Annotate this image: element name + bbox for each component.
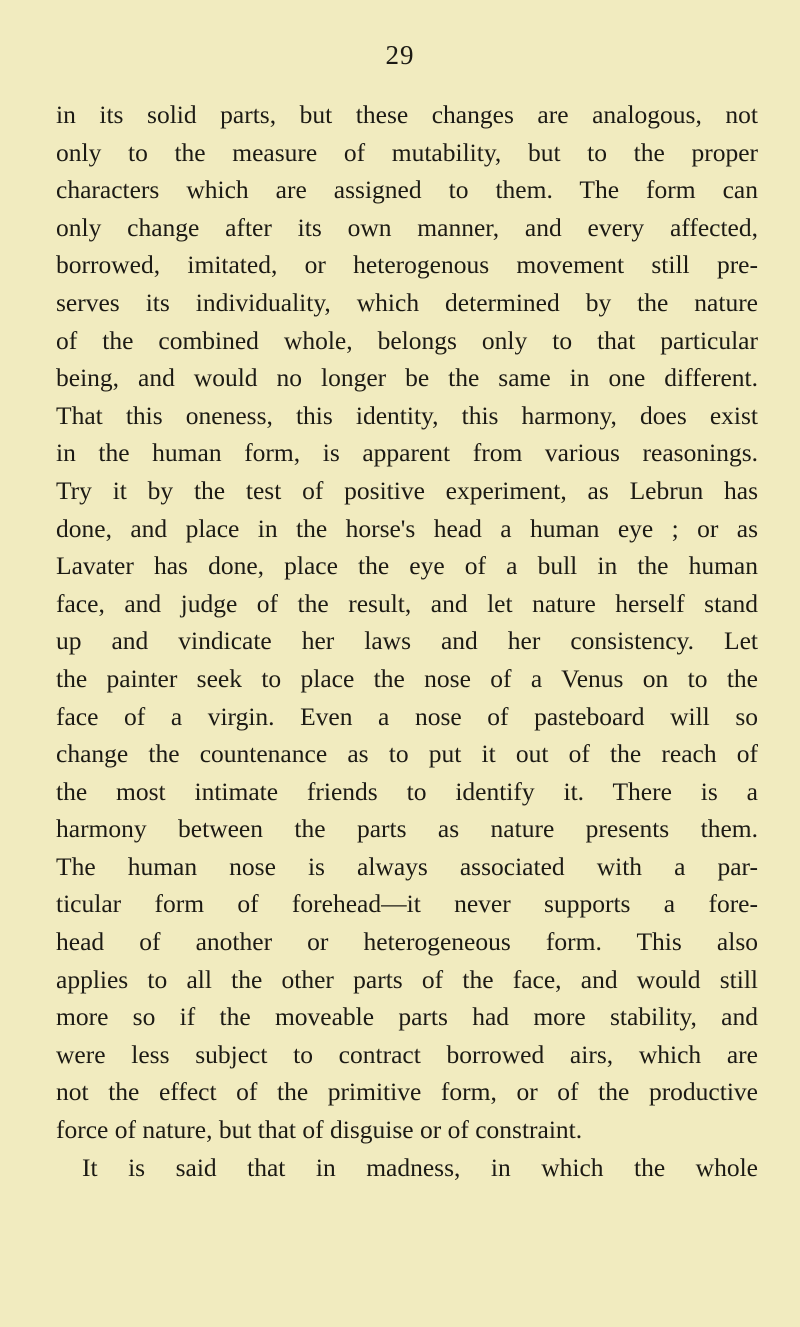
text-line: force of nature, but that of disguise or of constraint. [56, 1115, 583, 1145]
text-line: being, and would no longer be the same in one different. [56, 363, 758, 393]
text-line: characters which are assigned to them. The form can [56, 175, 758, 205]
text-line: The human nose is always associated with a par- [56, 851, 758, 881]
text-line: ticular form of forehead—it never supports a fore- [56, 889, 758, 919]
text-line: only to the measure of mutability, but to the proper [56, 137, 758, 167]
text-line: only change after its own manner, and every affected, [56, 212, 758, 242]
text-line: done, and place in the horse's head a human eye ; or as [56, 513, 758, 543]
text-line: That this oneness, this identity, this harmony, does exist [56, 400, 758, 430]
text-line: Lavater has done, place the eye of a bull in the human [56, 551, 758, 581]
text-line: not the effect of the primitive form, or of the productive [56, 1077, 758, 1107]
text-line: more so if the moveable parts had more stability, and [56, 1002, 758, 1032]
text-line: borrowed, imitated, or heterogenous movement still pre- [56, 250, 758, 280]
text-line: face of a virgin. Even a nose of pasteboard will so [56, 701, 758, 731]
text-line: in the human form, is apparent from various reasonings. [56, 438, 758, 468]
text-line: head of another or heterogeneous form. This also [56, 927, 758, 957]
text-line: serves its individuality, which determined by the nature [56, 287, 758, 317]
body-text [56, 96, 758, 1186]
text-line: harmony between the parts as nature presents them. [56, 814, 758, 844]
text-line: the most intimate friends to identify it. There is a [56, 776, 758, 806]
text-line: change the countenance as to put it out of the reach of [56, 739, 758, 769]
text-line: applies to all the other parts of the face, and would still [56, 964, 758, 994]
text-line: face, and judge of the result, and let nature herself stand [56, 588, 758, 618]
text-line: in its solid parts, but these changes are analogous, not [56, 100, 758, 129]
text-line: of the combined whole, belongs only to that particular [56, 325, 758, 355]
text-line: It is said that in madness, in which the whole [82, 1152, 758, 1182]
page-number: 29 [385, 40, 415, 70]
text-line: up and vindicate her laws and her consistency. Let [56, 626, 758, 656]
text-line: Try it by the test of positive experiment, as Lebrun has [56, 475, 758, 505]
text-line: the painter seek to place the nose of a Venus on to the [56, 663, 758, 693]
text-line: were less subject to contract borrowed airs, which are [56, 1039, 758, 1069]
